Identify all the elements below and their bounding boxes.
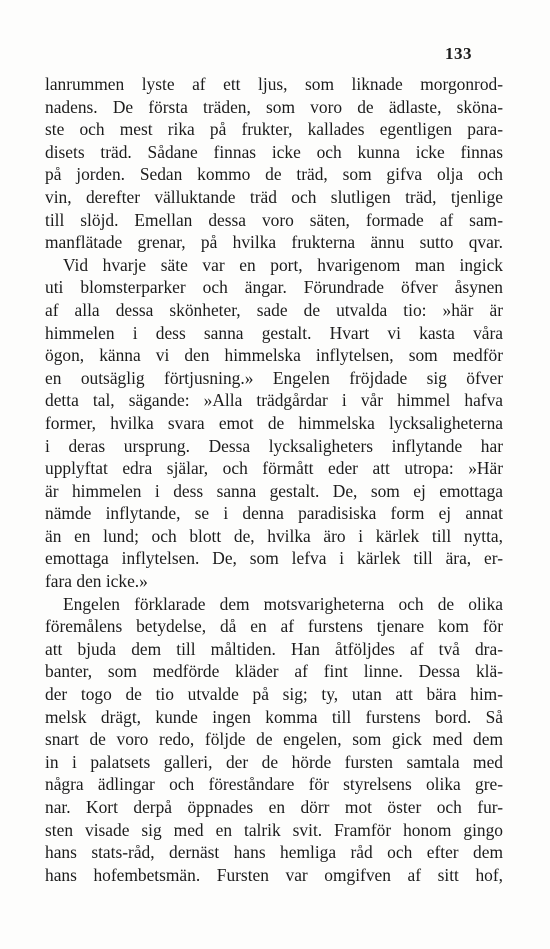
text-line: Vid hvarje säte var en port, hvarigenom man ingick [63,254,503,275]
text-line: banter, som medförde kläder af fint linne. Dessa klä- [45,661,503,682]
body-text [45,73,503,886]
page-number: 133 [445,44,472,63]
text-line: af alla dessa skönheter, sade de utvalda tio: »här är [45,299,503,320]
text-line: på jorden. Sedan kommo de träd, som gifva olja och [45,164,503,185]
text-line: der togo de tio utvalde på sig; ty, utan att bära him- [45,684,503,705]
text-line: snart de voro redo, följde de engelen, som gick med dem [45,729,503,750]
text-line: nar. Kort derpå öppnades en dörr mot öster och fur- [45,797,503,817]
text-line: Engelen förklarade dem motsvarigheterna och de olika [63,593,503,614]
text-line: är himmelen i dess sanna gestalt. De, som ej emottaga [45,480,503,501]
text-line: föremålens betydelse, då en af furstens tjenare kom för [45,616,503,637]
text-line: detta tal, sägande: »Alla trädgårdar i vår himmel hafva [45,390,503,411]
text-line: lanrummen lyste af ett ljus, som liknade morgonrod- [45,74,503,94]
text-line: manflätade grenar, på hvilka frukterna ännu sutto qvar. [45,232,503,253]
text-line: några ädlingar och föreståndare för styrelsens olika gre- [45,774,503,795]
text-line: i deras ursprung. Dessa lycksaligheters inflytande har [45,435,503,456]
text-line: emottaga inflytelsen. De, som lefva i kärlek till ära, er- [45,548,503,569]
text-line: upplyftat edra själar, och förmått eder att utropa: »Här [45,458,503,479]
text-line: ögon, känna vi den himmelska inflytelsen, som medför [45,345,503,366]
text-line: disets träd. Sådane finnas icke och kunna icke finnas [45,141,503,162]
text-line: sten visade sig med en talrik svit. Framför honom gingo [45,819,503,840]
text-line: melsk drägt, kunde ingen komma till furstens bord. Så [45,706,503,727]
text-line: uti blomsterparker och ängar. Förundrade öfver åsynen [45,277,503,298]
text-line: nämde inflytande, se i denna paradisiska form ej annat [45,503,503,524]
text-line: en outsäglig förtjusning.» Engelen fröjdade sig öfver [45,367,503,388]
text-line: än en lund; och blott de, hvilka äro i kärlek till nytta, [45,525,503,546]
text-line: hans stats-råd, dernäst hans hemliga råd och efter dem [45,842,503,863]
text-line: in i palatsets galleri, der de hörde fursten samtala med [45,751,503,772]
text-line: hans hofembetsmän. Fursten var omgifven af sitt hof, [45,864,503,885]
text-line: nadens. De första träden, som voro de ädlaste, sköna- [45,96,503,117]
text-line: ste och mest rika på frukter, kallades egentligen para- [45,119,503,140]
text-line: att bjuda dem till måltiden. Han åtföljdes af två dra- [45,638,503,659]
text-line: till slöjd. Emellan dessa voro säten, formade af sam- [45,209,503,230]
text-line: former, hvilka svara emot de himmelska lycksaligheterna [45,412,503,433]
text-line: himmelen i dess sanna gestalt. Hvart vi kasta våra [45,322,503,343]
text-line: vin, derefter välluktande träd och slutligen träd, tjenlige [45,186,503,207]
text-line: fara den icke.» [45,571,148,592]
